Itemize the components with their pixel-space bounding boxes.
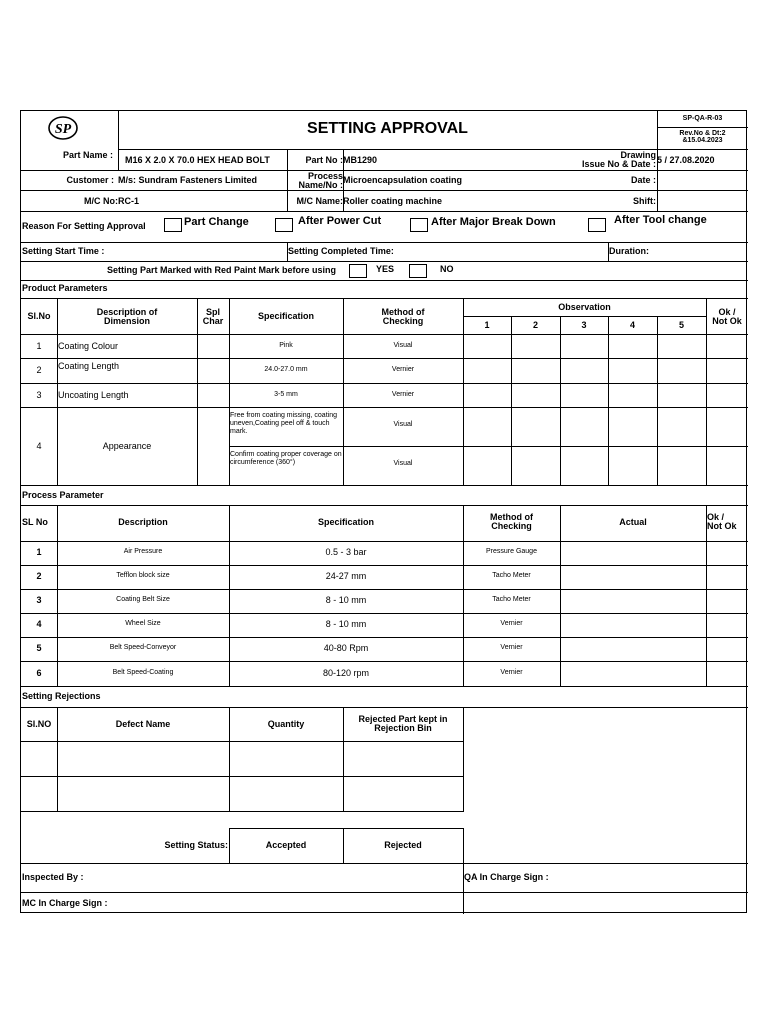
- process-row-4-desc: Wheel Size: [125, 620, 161, 627]
- product-row-1-desc: Coating Colour: [58, 341, 119, 351]
- rule: [21, 613, 748, 614]
- product-row-2-desc: Coating Length: [58, 361, 120, 371]
- observation-col-1: 1: [484, 320, 490, 330]
- major-breakdown-checkbox[interactable]: [410, 218, 428, 232]
- product-row-3-desc: Uncoating Length: [58, 390, 129, 400]
- process-row-1-desc: Air Pressure: [123, 548, 163, 555]
- qa-in-charge-sign-label: QA In Charge Sign :: [464, 872, 549, 882]
- process-col-slno: SL No: [22, 517, 48, 527]
- rejection-col-qty: Quantity: [267, 719, 305, 729]
- process-row-5-sl: 5: [36, 643, 42, 653]
- product-col-spl-2: Char: [202, 316, 224, 326]
- rule: [463, 707, 464, 811]
- setting-approval-form: [20, 110, 747, 913]
- process-col-ok-1: Ok /: [707, 512, 725, 522]
- paint-mark-label: Setting Part Marked with Red Paint Mark before using: [107, 265, 337, 275]
- process-row-2-sl: 2: [36, 571, 42, 581]
- revision-line-2: &15.04.2023: [682, 137, 723, 144]
- part-name-label: Part Name :: [63, 150, 114, 160]
- rule: [706, 505, 707, 686]
- reason-label: Reason For Setting Approval: [22, 221, 146, 231]
- process-row-2-desc: Tefflon block size: [116, 572, 170, 579]
- rule: [21, 261, 748, 262]
- form-title: SETTING APPROVAL: [307, 120, 468, 137]
- product-row-2-method: Vernier: [391, 366, 415, 373]
- date-label: Date :: [630, 175, 656, 185]
- rule: [21, 661, 748, 662]
- rule: [21, 211, 748, 212]
- customer-value[interactable]: M/s: Sundram Fasteners Limited: [118, 175, 258, 185]
- process-row-6-method: Vernier: [500, 669, 523, 676]
- mc-name-label: M/C Name:: [296, 196, 343, 206]
- product-row-4a-method: Visual: [393, 421, 413, 428]
- mc-no-value[interactable]: RC-1: [118, 196, 140, 206]
- tool-change-label: After Tool change: [614, 214, 707, 226]
- rule: [21, 541, 748, 542]
- rule: [21, 242, 748, 243]
- setting-start-time-label: Setting Start Time :: [22, 246, 105, 256]
- process-row-2-method: Tacho Meter: [492, 572, 531, 579]
- process-row-3-spec: 8 - 10 mm: [325, 595, 367, 605]
- rule: [21, 170, 748, 171]
- drawing-label-1: Drawing: [620, 150, 656, 160]
- product-row-1-sl: 1: [36, 341, 42, 351]
- process-row-3-desc: Coating Belt Size: [116, 596, 170, 603]
- product-row-2-sl: 2: [36, 365, 42, 375]
- product-col-desc-1: Description of: [96, 307, 158, 317]
- process-parameter-heading: Process Parameter: [22, 490, 104, 500]
- rule: [463, 828, 464, 863]
- rule: [21, 280, 748, 281]
- shift-label: Shift:: [633, 196, 656, 206]
- major-breakdown-label: After Major Break Down: [431, 216, 556, 228]
- status-accepted[interactable]: Accepted: [265, 840, 307, 850]
- process-row-4-spec: 8 - 10 mm: [325, 619, 367, 629]
- product-col-spec: Specification: [257, 311, 314, 321]
- process-value[interactable]: Microencapsulation coating: [343, 175, 463, 185]
- rule: [21, 190, 748, 191]
- product-row-1-spec: Pink: [279, 342, 293, 349]
- part-change-label: Part Change: [184, 216, 249, 228]
- mc-name-value[interactable]: Roller coating machine: [343, 196, 443, 206]
- rule: [463, 863, 464, 914]
- rule: [21, 485, 748, 486]
- process-row-4-method: Vernier: [500, 620, 523, 627]
- process-row-6-desc: Belt Speed-Coating: [112, 669, 174, 676]
- product-row-4b-spec: Confirm coating proper coverage on circumference (360°): [230, 451, 342, 466]
- part-no-value[interactable]: MB1290: [343, 155, 378, 165]
- rule: [21, 358, 748, 359]
- doc-number: SP-QA-R-03: [682, 115, 723, 122]
- observation-col-5: 5: [678, 320, 684, 330]
- process-label-2: Name/No :: [298, 180, 343, 190]
- part-name-value[interactable]: M16 X 2.0 X 70.0 HEX HEAD BOLT: [125, 155, 270, 165]
- rule: [21, 707, 748, 708]
- drawing-label-2: Issue No & Date :: [581, 159, 656, 169]
- product-col-ok-2: Not Ok: [712, 316, 742, 326]
- process-row-4-sl: 4: [36, 619, 42, 629]
- rule: [706, 298, 707, 485]
- rule: [21, 741, 464, 742]
- rule: [229, 446, 748, 447]
- paint-yes-checkbox[interactable]: [349, 264, 367, 278]
- observation-col-4: 4: [629, 320, 635, 330]
- product-row-3-sl: 3: [36, 390, 42, 400]
- mc-in-charge-sign-label: MC In Charge Sign :: [22, 898, 108, 908]
- setting-completed-time-label: Setting Completed Time:: [288, 246, 394, 256]
- product-row-1-method: Visual: [393, 342, 413, 349]
- process-row-3-method: Tacho Meter: [492, 596, 531, 603]
- process-row-5-method: Vernier: [500, 644, 523, 651]
- duration-label: Duration:: [609, 246, 649, 256]
- rejection-col-bin-1: Rejected Part kept in: [358, 714, 448, 724]
- process-col-spec: Specification: [317, 517, 374, 527]
- process-col-method-1: Method of: [490, 512, 533, 522]
- company-logo: [47, 115, 79, 141]
- rejection-col-defect: Defect Name: [115, 719, 171, 729]
- product-col-method-2: Checking: [382, 316, 424, 326]
- rule: [560, 505, 561, 686]
- rule: [21, 505, 748, 506]
- tool-change-checkbox[interactable]: [588, 218, 606, 232]
- product-row-4b-method: Visual: [393, 460, 413, 467]
- rejection-col-slno: Sl.NO: [26, 719, 52, 729]
- rule: [511, 316, 512, 485]
- rule: [21, 776, 464, 777]
- mc-no-label: M/C No:: [84, 196, 118, 206]
- setting-status-label: Setting Status:: [164, 840, 228, 850]
- product-col-ok-1: Ok /: [718, 307, 736, 317]
- observation-col-2: 2: [532, 320, 538, 330]
- product-row-4a-spec: Free from coating missing, coating uneven,Coating peel off & touch mark.: [230, 412, 337, 435]
- process-col-actual: Actual: [619, 517, 647, 527]
- rule: [118, 149, 119, 170]
- rule: [21, 334, 748, 335]
- part-change-checkbox[interactable]: [164, 218, 182, 232]
- product-col-observation: Observation: [558, 302, 611, 312]
- process-row-5-spec: 40-80 Rpm: [323, 643, 369, 653]
- product-parameters-heading: Product Parameters: [22, 283, 108, 293]
- rejection-col-bin-2: Rejection Bin: [374, 723, 432, 733]
- rule: [21, 407, 748, 408]
- customer-label: Customer :: [66, 175, 114, 185]
- revision-line-1: Rev.No & Dt:2: [679, 130, 726, 137]
- rule: [197, 298, 198, 485]
- rule: [657, 316, 658, 485]
- part-no-label: Part No :: [305, 155, 343, 165]
- process-row-1-method: Pressure Gauge: [486, 548, 537, 555]
- rule: [21, 637, 748, 638]
- process-label-1: Process: [307, 171, 343, 181]
- process-row-1-sl: 1: [36, 547, 42, 557]
- rule: [608, 316, 609, 485]
- process-col-ok-2: Not Ok: [707, 521, 737, 531]
- product-col-slno: Sl.No: [27, 311, 51, 321]
- product-col-desc-2: Dimension: [103, 316, 150, 326]
- rule: [229, 828, 464, 829]
- process-col-method-2: Checking: [491, 521, 532, 531]
- process-row-6-sl: 6: [36, 668, 42, 678]
- process-col-desc: Description: [118, 517, 168, 527]
- setting-rejections-heading: Setting Rejections: [22, 691, 101, 701]
- rule: [21, 686, 748, 687]
- observation-col-3: 3: [581, 320, 587, 330]
- product-row-4-sl: 4: [36, 441, 42, 451]
- status-rejected[interactable]: Rejected: [384, 840, 422, 850]
- paint-no-label: NO: [440, 264, 454, 274]
- rule: [21, 589, 748, 590]
- rule: [21, 565, 748, 566]
- rule: [21, 383, 748, 384]
- svg-text:SP: SP: [54, 122, 72, 137]
- rule: [21, 811, 464, 812]
- product-row-2-spec: 24.0-27.0 mm: [264, 366, 308, 373]
- rule: [21, 298, 748, 299]
- rule: [657, 127, 748, 128]
- product-col-method-1: Method of: [381, 307, 425, 317]
- drawing-value[interactable]: 5 / 27.08.2020: [657, 155, 715, 165]
- rule: [560, 316, 561, 485]
- product-col-spl-1: Spl: [205, 307, 220, 317]
- process-row-6-spec: 80-120 rpm: [322, 668, 370, 678]
- paint-yes-label: YES: [376, 264, 395, 274]
- power-cut-checkbox[interactable]: [275, 218, 293, 232]
- product-row-3-method: Vernier: [391, 391, 415, 398]
- product-row-4-desc: Appearance: [102, 441, 152, 451]
- process-row-2-spec: 24-27 mm: [325, 571, 367, 581]
- process-row-1-spec: 0.5 - 3 bar: [325, 547, 367, 557]
- paint-no-checkbox[interactable]: [409, 264, 427, 278]
- inspected-by-label: Inspected By :: [22, 872, 84, 882]
- rule: [21, 892, 748, 893]
- rule: [463, 316, 706, 317]
- product-row-3-spec: 3-5 mm: [274, 391, 298, 398]
- process-row-5-desc: Belt Speed-Conveyor: [109, 644, 177, 651]
- power-cut-label: After Power Cut: [298, 215, 382, 227]
- process-row-3-sl: 3: [36, 595, 42, 605]
- rule: [21, 863, 748, 864]
